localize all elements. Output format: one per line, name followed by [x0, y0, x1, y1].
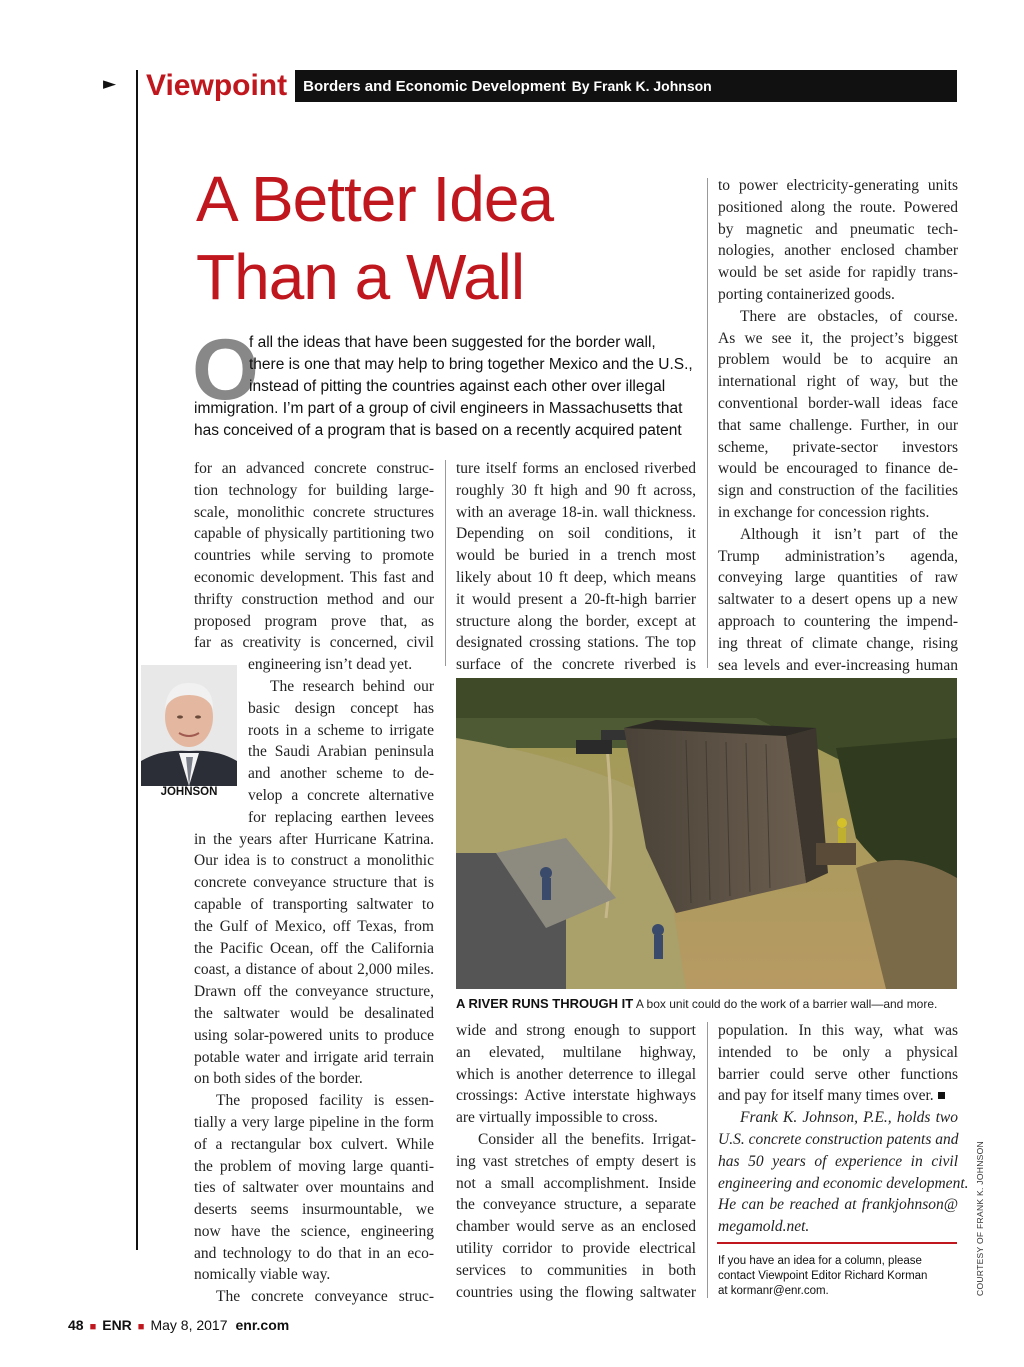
text-line: surface of the concrete riverbed is — [456, 656, 696, 674]
text-line: likely about 10 ft deep, which means — [456, 568, 696, 586]
text-line: would be buried in a trench most — [456, 547, 696, 565]
text-line: engineering and economic development. — [718, 1174, 969, 1192]
text-line: not a small accomplishment. Inside — [456, 1174, 696, 1192]
text-line: The proposed facility is essen- — [216, 1092, 434, 1110]
text-line: Frank K. Johnson, P.E., holds two — [740, 1109, 958, 1127]
box-culvert-photo — [456, 678, 957, 989]
lead-line: instead of pitting the countries against each other over illegal — [249, 378, 666, 395]
left-margin-rule — [136, 70, 138, 1250]
lead-line: immigration. I’m part of a group of civil engineers in Massachusetts that — [194, 400, 683, 417]
text-line: that same challenge. Further, in our — [718, 416, 958, 434]
text-line: structure along the border, except at — [456, 612, 696, 630]
text-line: would be set aside for rapidly trans- — [718, 264, 958, 282]
text-line: using solar-powered units to produce — [194, 1026, 434, 1044]
text-line: ties of saltwater over mountains and — [194, 1179, 434, 1197]
text-line: problem would be to acquire an — [718, 351, 958, 369]
text-line: concrete conveyance structure that is — [194, 874, 434, 892]
page-number: 48 — [68, 1317, 84, 1333]
text-line: ture itself forms an enclosed riverbed — [456, 460, 696, 477]
column-2-top — [456, 458, 696, 676]
column-rule — [707, 1022, 708, 1298]
photo-credit: COURTESY OF FRANK K. JOHNSON — [975, 1141, 985, 1296]
text-line: roughly 30 ft high and 90 ft across, — [456, 481, 696, 499]
text-line: crossings: Active interstate highways — [456, 1087, 696, 1105]
text-line: He can be reached at frankjohnson@ — [718, 1196, 958, 1214]
text-line: tially a very large pipeline in the form — [194, 1113, 434, 1131]
text-line: capable of physically partitioning two — [194, 525, 434, 543]
caption-lead: A RIVER RUNS THROUGH IT — [456, 996, 634, 1011]
text-line: countries while serving to promote — [194, 547, 434, 565]
text-line: would be encouraged to finance de- — [718, 460, 958, 478]
text-line: There are obstacles, of course. — [740, 307, 958, 325]
text-line: deserts seems insurmountable, we — [194, 1201, 434, 1219]
lead-line: has conceived of a program that is based on a recently acquired patent — [194, 422, 682, 439]
text-line: economic development. This fast and — [194, 568, 434, 586]
text-line: the saltwater would be desalinated — [194, 1004, 434, 1022]
text-line: it would present a 20-ft-high barrier — [456, 590, 696, 608]
separator-icon: ■ — [89, 1321, 97, 1333]
text-line: by magnetic and pneumatic tech- — [718, 220, 958, 238]
text-line: thrifty construction method and our — [194, 590, 434, 608]
section-arrow-icon: ► — [103, 74, 117, 94]
separator-icon: ■ — [137, 1321, 145, 1333]
section-header — [146, 70, 957, 102]
headline-line: Than a Wall — [196, 241, 525, 313]
text-line: an elevated, multilane highway, — [456, 1043, 696, 1061]
footer-site: enr.com — [235, 1317, 290, 1333]
section-label: Viewpoint — [146, 70, 295, 102]
column-rule — [445, 460, 446, 666]
text-line: the conveyance structure, a separate — [456, 1196, 696, 1214]
text-line: wide and strong enough to support — [456, 1022, 696, 1039]
text-line: to power electricity-generating units — [718, 177, 958, 194]
text-line: The research behind our — [270, 677, 434, 695]
header-topic: Borders and Economic Development — [303, 78, 566, 95]
text-line: U.S. concrete construction patents and — [718, 1130, 959, 1148]
text-line: population. In this way, what was — [718, 1022, 958, 1039]
text-line: international right of way, but the — [718, 373, 958, 391]
text-line: ing threat of climate change, rising — [718, 634, 958, 652]
text-line: the Pacific Ocean, off the California — [194, 939, 434, 957]
header-strip — [295, 70, 957, 102]
text-line: services to communities in both — [456, 1261, 696, 1279]
footer-magazine: ENR — [102, 1317, 132, 1333]
text-line: for an advanced concrete construc- — [194, 460, 434, 477]
text-line: As we see it, the project’s biggest — [718, 329, 958, 347]
text-line: for replacing earthen levees — [248, 808, 434, 826]
text-line: velop a concrete alternative — [248, 786, 434, 804]
photo-caption — [456, 996, 966, 1012]
end-mark-icon — [938, 1092, 945, 1099]
text-line: and pay for itself many times over. — [718, 1085, 958, 1107]
column-2-bottom — [456, 1020, 696, 1303]
text-line: sea levels and ever-increasing human — [718, 656, 958, 674]
header-byline: By Frank K. Johnson — [571, 78, 712, 94]
text-line: are virtually impossible to cross. — [456, 1109, 658, 1127]
note-line: If you have an idea for a column, please — [718, 1255, 922, 1267]
text-line: far as creativity is concerned, civil — [194, 634, 434, 652]
caption-text: A box unit could do the work of a barrier wall—and more. — [633, 997, 938, 1011]
editor-note — [718, 1254, 958, 1299]
note-line: at kormanr@enr.com. — [718, 1285, 829, 1297]
text-line: nologies, another enclosed chamber — [718, 242, 958, 260]
text-line: intended to be only a physical — [718, 1043, 958, 1061]
text-line: The concrete conveyance struc- — [216, 1288, 434, 1306]
text-line: countries using the flowing saltwater — [456, 1283, 696, 1301]
page-footer — [68, 1317, 289, 1333]
drop-cap: O — [192, 322, 259, 418]
text-line: capable of transporting saltwater to — [194, 895, 434, 913]
text-line: and another scheme to de- — [248, 765, 434, 783]
text-line: coast, a distance of about 2,000 miles. — [194, 961, 434, 979]
text-line: porting containerized goods. — [718, 285, 895, 303]
author-bio — [718, 1107, 969, 1238]
text-line: designated crossing stations. The top — [456, 634, 696, 652]
note-rule — [717, 1242, 957, 1244]
headline — [196, 160, 696, 316]
lead-line: f all the ideas that have been suggested for the border wall, — [249, 334, 656, 351]
text-line: megamold.net. — [718, 1218, 810, 1236]
text-line: with an average 18-in. wall thickness. — [456, 503, 696, 521]
text-line: barrier could serve other functions — [718, 1065, 958, 1083]
text-line: nomically viable way. — [194, 1266, 331, 1284]
text-line: has 50 years of experience in civil — [718, 1152, 958, 1170]
text-line: the Gulf of Mexico, off Texas, from — [194, 917, 434, 935]
text-line: Drawn off the conveyance structure, — [194, 983, 434, 1001]
text-line: potable water and irrigate arid terrain — [194, 1048, 434, 1066]
headline-line: A Better Idea — [196, 163, 554, 235]
column-rule — [707, 178, 708, 668]
text-line: utility corridor to provide electrical — [456, 1239, 696, 1257]
text-line: Trump administration’s agenda, — [718, 547, 958, 565]
text-line: roots in a scheme to irrigate — [248, 721, 434, 739]
text-line: and technology to do that in an eco- — [194, 1244, 434, 1262]
text-line: basic design concept has — [248, 699, 434, 717]
text-line: the problem of moving large quanti- — [194, 1157, 434, 1175]
text-line: Consider all the benefits. Irrigat- — [478, 1130, 696, 1148]
text-line: conventional border-wall ideas face — [718, 394, 958, 412]
text-line: approach to countering the impend- — [718, 612, 958, 630]
text-line: conveying large quantities of raw — [718, 569, 958, 587]
text-line: of a rectangular box culvert. While — [194, 1135, 434, 1153]
text-line: tion technology for building large- — [194, 481, 434, 499]
text-line: Our idea is to construct a monolithic — [194, 852, 434, 870]
lead-paragraph — [192, 322, 697, 442]
column-3-top — [718, 175, 958, 676]
text-line: which is another deterrence to illegal — [456, 1065, 696, 1083]
text-line: sign and construction of the facilities — [718, 482, 958, 500]
text-line: in exchange for concession rights. — [718, 503, 930, 521]
text-line: Although it isn’t part of the — [740, 525, 958, 543]
text-line: Depending on soil conditions, it — [456, 525, 696, 543]
author-photo-label: JOHNSON — [160, 786, 218, 798]
column-3-bottom — [718, 1020, 969, 1238]
text-line: now have the science, engineering — [194, 1222, 434, 1240]
text-line: on both sides of the border. — [194, 1070, 363, 1088]
text-line: ing vast stretches of empty desert is — [456, 1152, 696, 1170]
text-line: proposed program prove that, as — [194, 612, 434, 630]
text-line: chamber would serve as an enclosed — [456, 1218, 696, 1236]
text-line: scheme, private-sector investors — [718, 438, 958, 456]
lead-line: there is one that may help to bring together Mexico and the U.S., — [249, 356, 693, 373]
note-line: contact Viewpoint Editor Richard Korman — [718, 1270, 928, 1282]
column-1 — [194, 458, 434, 1308]
text-line: the Saudi Arabian peninsula — [248, 743, 434, 761]
footer-date: May 8, 2017 — [150, 1317, 228, 1333]
text-line: positioned along the route. Powered — [718, 198, 958, 216]
text-line: in the years after Hurricane Katrina. — [194, 830, 434, 848]
text-line: saltwater to a desert opens up a new — [718, 591, 958, 609]
author-photo — [141, 665, 237, 786]
text-line: engineering isn’t dead yet. — [248, 656, 413, 674]
text-line: scale, monolithic concrete structures — [194, 503, 434, 521]
